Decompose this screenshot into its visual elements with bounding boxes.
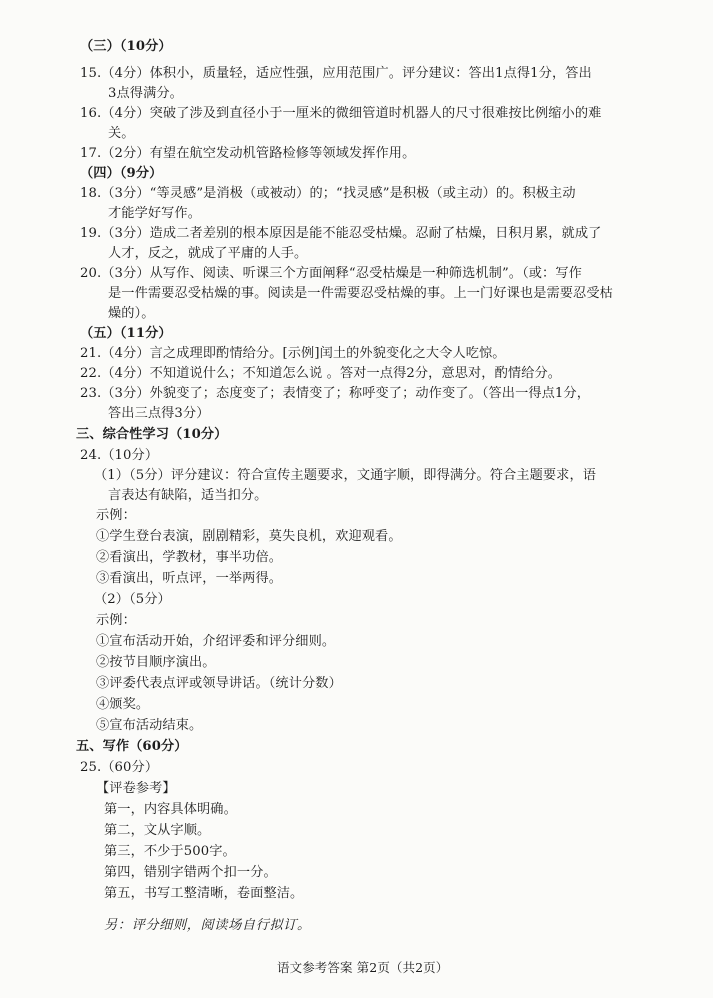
answer-item: 21.（4分）言之成理即酌情给分。[示例]闰土的外貌变化之大令人吃惊。 — [80, 346, 506, 361]
example-line: ③评委代表点评或领导讲话。（统计分数） — [96, 676, 342, 691]
answer-subitem: （1）（5分）评分建议：符合宣传主题要求，文通字顺，即得满分。符合主题要求，语 — [94, 468, 597, 483]
section-heading: （五）（11分） — [80, 326, 172, 341]
answer-item: 22.（4分）不知道说什么；不知道怎么说 。答对一点得2分，意思对，酌情给分。 — [80, 366, 562, 381]
answer-item-continued: 3点得满分。 — [108, 86, 183, 101]
page-footer: 语文参考答案 第2页（共2页） — [277, 960, 449, 975]
example-label: 示例： — [96, 613, 136, 628]
answer-item: 16.（4分）突破了涉及到直径小于一厘米的微细管道时机器人的尺寸很难按比例缩小的难 — [80, 106, 602, 121]
example-line: ④颁奖。 — [96, 697, 150, 712]
answer-item: 23.（3分）外貌变了；态度变了；表情变了；称呼变了；动作变了。（答出一得点1分， — [80, 386, 590, 401]
section-heading: （四）（9分） — [80, 166, 163, 181]
part-heading: 三、综合性学习（10分） — [76, 427, 228, 442]
section-heading: （三）（10分） — [80, 39, 172, 54]
answer-item-continued: 言表达有缺陷，适当扣分。 — [108, 488, 268, 503]
grading-criterion: 第五，书写工整清晰，卷面整洁。 — [104, 886, 304, 901]
answer-item: 15.（4分）体积小，质量轻，适应性强，应用范围广。评分建议：答出1点得1分，答出 — [80, 66, 592, 81]
example-line: ②按节目顺序演出。 — [96, 655, 216, 670]
answer-item-continued: 才能学好写作。 — [108, 206, 202, 221]
example-line: ①宣布活动开始，介绍评委和评分细则。 — [96, 634, 336, 649]
example-line: ⑤宣布活动结束。 — [96, 718, 203, 733]
answer-item: 17.（2分）有望在航空发动机管路检修等领域发挥作用。 — [80, 146, 416, 161]
supplementary-note: 另：评分细则，阅读场自行拟订。 — [104, 918, 311, 933]
grading-criterion: 第二，文从字顺。 — [104, 823, 211, 838]
answer-item: 20.（3分）从写作、阅读、听课三个方面阐释“忍受枯燥是一种筛选机制”。（或：写作 — [80, 266, 582, 281]
answer-item-continued: 关。 — [108, 126, 135, 141]
example-label: 示例： — [96, 508, 136, 523]
answer-item-continued: 是一件需要忍受枯燥的事。阅读是一件需要忍受枯燥的事。上一门好课也是需要忍受枯 — [108, 286, 613, 301]
grading-criterion: 第一，内容具体明确。 — [104, 802, 237, 817]
example-line: ③看演出，听点评，一举两得。 — [96, 571, 283, 586]
grading-criterion: 第三，不少于500字。 — [104, 844, 236, 859]
grading-criterion: 第四，错别字错两个扣一分。 — [104, 865, 277, 880]
answer-subitem: （2）（5分） — [94, 592, 171, 607]
example-line: ①学生登台表演，剧剧精彩，莫失良机，欢迎观看。 — [96, 529, 402, 544]
answer-item: 24.（10分） — [80, 448, 159, 463]
example-line: ②看演出，学教材，事半功倍。 — [96, 550, 283, 565]
answer-item: 19.（3分）造成二者差别的根本原因是能不能忍受枯燥。忍耐了枯燥，日积月累，就成了 — [80, 226, 602, 241]
answer-item: 25.（60分） — [80, 760, 159, 775]
answer-item-continued: 人才，反之，就成了平庸的人手。 — [108, 246, 308, 261]
part-heading: 五、写作（60分） — [76, 739, 188, 754]
answer-item-continued: 答出三点得3分） — [108, 406, 210, 421]
answer-item: 18.（3分）“等灵感”是消极（或被动）的；“找灵感”是积极（或主动）的。积极主动 — [80, 186, 576, 201]
grading-reference-heading: 【评卷参考】 — [96, 781, 176, 796]
answer-item-continued: 燥的）。 — [108, 306, 155, 321]
